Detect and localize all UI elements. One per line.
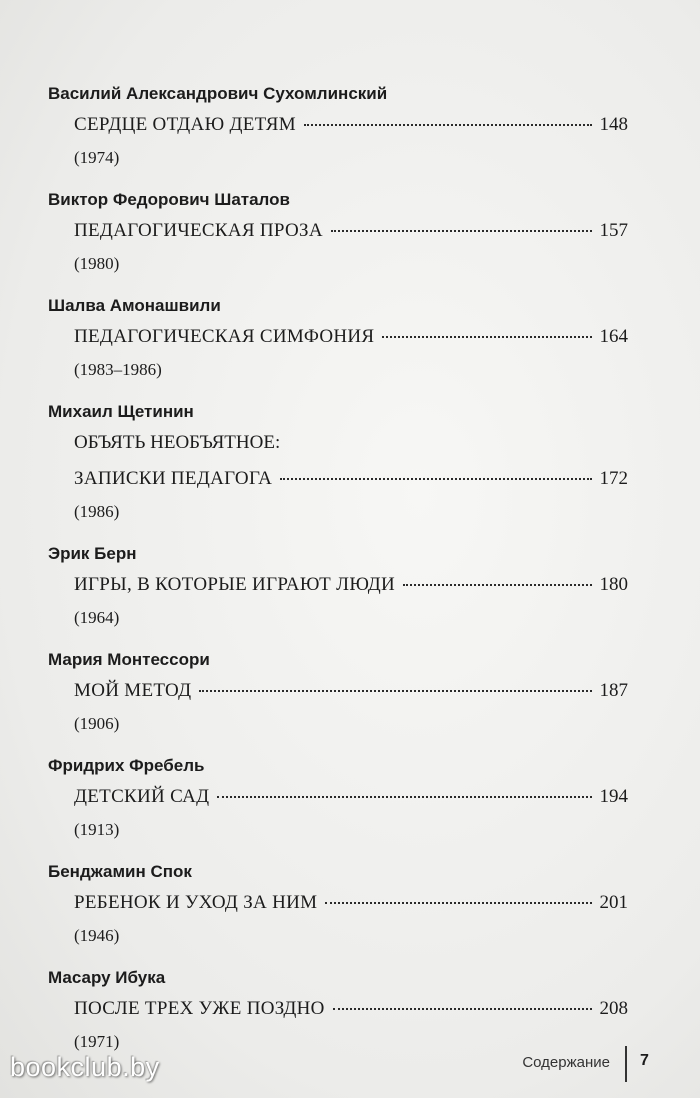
entry-author: Мария Монтессори bbox=[48, 650, 210, 669]
entry-author: Масару Ибука bbox=[48, 968, 166, 987]
toc-entry bbox=[48, 84, 638, 190]
leader-dots bbox=[333, 1008, 592, 1010]
entry-title-row bbox=[74, 326, 628, 348]
entry-year: (1983–1986) bbox=[74, 360, 162, 379]
entry-author: Михаил Щетинин bbox=[48, 402, 194, 421]
entry-title: МОЙ МЕТОД bbox=[74, 680, 192, 701]
entry-title-row bbox=[74, 892, 628, 914]
entry-year: (1964) bbox=[74, 608, 120, 627]
entry-page-number: 157 bbox=[599, 220, 628, 241]
entry-year: (1906) bbox=[74, 714, 120, 733]
entry-title: РЕБЕНОК И УХОД ЗА НИМ bbox=[74, 892, 318, 913]
entry-title: ДЕТСКИЙ САД bbox=[74, 786, 210, 807]
toc-entry bbox=[48, 296, 638, 402]
entry-title-row bbox=[74, 574, 628, 596]
toc-entry bbox=[48, 190, 638, 296]
entry-author: Фридрих Фребель bbox=[48, 756, 205, 775]
toc-entry bbox=[48, 402, 638, 544]
leader-dots bbox=[199, 690, 591, 692]
leader-dots bbox=[325, 902, 591, 904]
entry-page-number: 164 bbox=[599, 326, 628, 347]
entry-title-row bbox=[74, 786, 628, 808]
leader-dots bbox=[280, 478, 591, 480]
entry-page-number: 208 bbox=[599, 998, 628, 1019]
entry-page-number: 201 bbox=[599, 892, 628, 913]
entry-year: (1913) bbox=[74, 820, 120, 839]
footer-section-label: Содержание bbox=[522, 1054, 610, 1071]
entry-author: Виктор Федорович Шаталов bbox=[48, 190, 290, 209]
entry-page-number: 187 bbox=[599, 680, 628, 701]
leader-dots bbox=[382, 336, 591, 338]
entry-author: Бенджамин Спок bbox=[48, 862, 192, 881]
entry-title-line1: ОБЪЯТЬ НЕОБЪЯТНОЕ: bbox=[74, 432, 281, 453]
entry-author: Эрик Берн bbox=[48, 544, 137, 563]
toc-entry bbox=[48, 544, 638, 650]
leader-dots bbox=[331, 230, 592, 232]
entry-title-row bbox=[74, 680, 628, 702]
entry-year: (1971) bbox=[74, 1032, 120, 1051]
toc-entry bbox=[48, 650, 638, 756]
entry-title-row bbox=[74, 114, 628, 136]
entry-page-number: 180 bbox=[599, 574, 628, 595]
watermark: bookclub.by bbox=[10, 1052, 160, 1082]
entry-title: ПОСЛЕ ТРЕХ УЖЕ ПОЗДНО bbox=[74, 998, 325, 1019]
entry-title: ИГРЫ, В КОТОРЫЕ ИГРАЮТ ЛЮДИ bbox=[74, 574, 395, 595]
entry-page-number: 172 bbox=[599, 468, 628, 489]
table-of-contents bbox=[48, 84, 638, 1074]
entry-year: (1986) bbox=[74, 502, 120, 521]
entry-title: ЗАПИСКИ ПЕДАГОГА bbox=[74, 468, 273, 489]
entry-author: Шалва Амонашвили bbox=[48, 296, 221, 315]
toc-entry bbox=[48, 756, 638, 862]
footer-divider bbox=[625, 1046, 627, 1082]
footer-page-number: 7 bbox=[640, 1052, 649, 1069]
entry-title-row bbox=[74, 468, 628, 490]
entry-page-number: 148 bbox=[599, 114, 628, 135]
entry-year: (1946) bbox=[74, 926, 120, 945]
entry-title: ПЕДАГОГИЧЕСКАЯ СИМФОНИЯ bbox=[74, 326, 375, 347]
entry-title: СЕРДЦЕ ОТДАЮ ДЕТЯМ bbox=[74, 114, 296, 135]
entry-title-row bbox=[74, 998, 628, 1020]
leader-dots bbox=[304, 124, 592, 126]
entry-year: (1980) bbox=[74, 254, 120, 273]
toc-entry bbox=[48, 862, 638, 968]
entry-year: (1974) bbox=[74, 148, 120, 167]
leader-dots bbox=[217, 796, 591, 798]
leader-dots bbox=[403, 584, 592, 586]
entry-author: Василий Александрович Сухомлинский bbox=[48, 84, 388, 103]
entry-title: ПЕДАГОГИЧЕСКАЯ ПРОЗА bbox=[74, 220, 323, 241]
entry-title-row bbox=[74, 220, 628, 242]
entry-page-number: 194 bbox=[599, 786, 628, 807]
